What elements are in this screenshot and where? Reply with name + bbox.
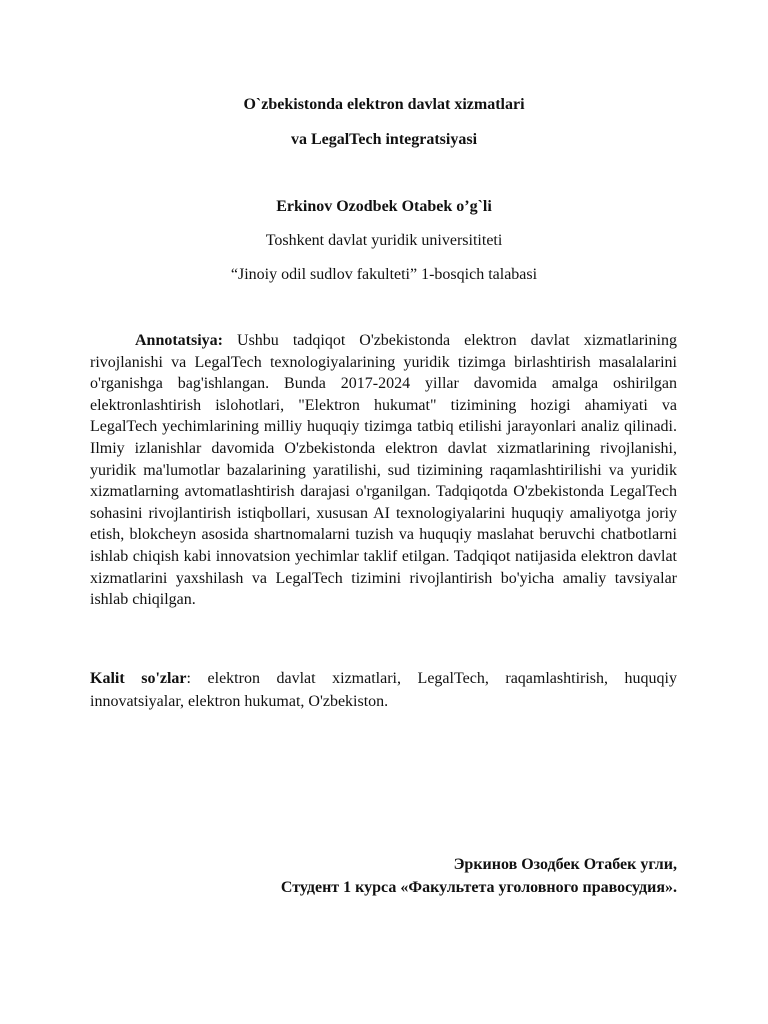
title-line-1: O`zbekistonda elektron davlat xizmatlari [243,96,525,113]
abstract-paragraph [90,330,677,611]
abstract-label: Annotatsiya: [135,332,224,349]
russian-author-affiliation: Студент 1 курса «Факультета уголовного правосудия». [280,879,677,896]
abstract-text: Ushbu tadqiqot O'zbekistonda elektron davlat xizmatlarining rivojlanishi va LegalTech texnologiyalarining yuridik tizimga birlashtirish masalalarini o'rganishga bag'ishlangan. Bunda 2017-2024 yillar davomida amalga oshirilgan elektronlashtirish islohotlari, "Elektron hukumat" tizimining hozigi ahamiyati va LegalTech yechimlarining milliy huquqiy tizimga tatbiq etilishi jarayonlari analiz qilinadi. Ilmiy izlanishlar davomida O'zbekistonda elektron davlat xizmatlarining rivojlanishi, yuridik ma'lumotlar bazalarining yaratilishi, sud tizimining raqamlashtirilishi va yuridik xizmatlarning avtomatlashtirish darajasi o'rganilgan. Tadqiqotda O'zbekistonda LegalTech sohasini rivojlantirish istiqbollari, xususan AI texnologiyalarini huquqiy amaliyotga joriy etish, blokcheyn asosida shartnomalarni tuzish va huquqiy maslahat beruvchi chatbotlarni ishlab chiqish kabi innovatsion yechimlar taklif etilgan. Tadqiqot natijasida elektron davlat xizmatlarini yaxshilash va LegalTech tizimini rivojlantirish bo'yicha amaliy tavsiyalar ishlab chiqilgan. [90,332,677,609]
author-university: Toshkent davlat yuridik universititeti [265,232,503,249]
title-line-2: va LegalTech integratsiyasi [290,131,478,148]
keywords-paragraph [90,667,677,713]
author-faculty: “Jinoiy odil sudlov fakulteti” 1-bosqich talabasi [230,266,538,283]
keywords-label: Kalit so'zlar [90,670,187,687]
author-name: Erkinov Ozodbek Otabek o’g`li [276,198,492,215]
keywords-text: : elektron davlat xizmatlari, LegalTech, raqamlashtirish, huquqiy innovatsiyalar, elektron hukumat, O'zbekiston. [90,670,677,710]
russian-author-name: Эркинов Озодбек Отабек угли, [453,856,677,873]
